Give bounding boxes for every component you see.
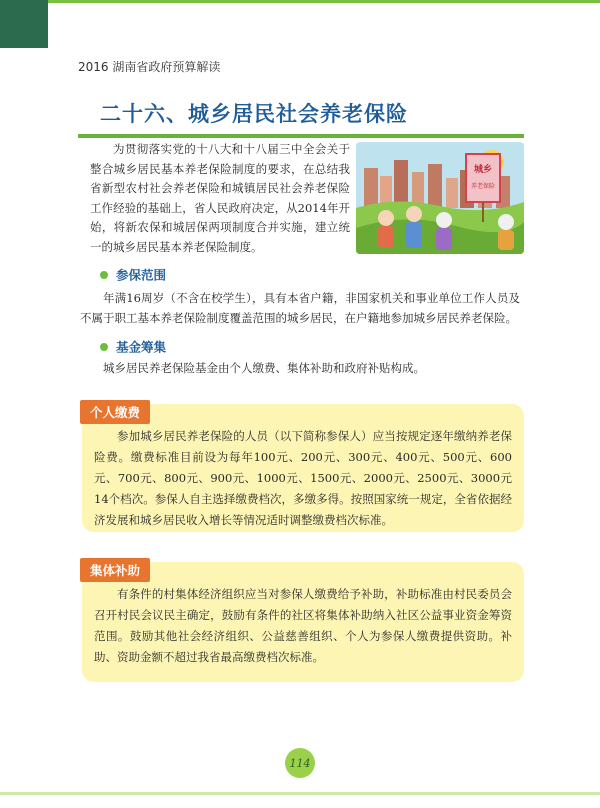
info-box-individual-payment (82, 404, 524, 532)
sign-main-text: 城乡 (473, 165, 493, 175)
pension-illustration (356, 142, 524, 254)
page-number: 114 (285, 748, 315, 778)
page-title: 二十六、城乡居民社会养老保险 (100, 102, 408, 126)
info-box-collective-subsidy (82, 562, 524, 682)
box-tag: 集体补助 (80, 558, 150, 582)
bullet-dot (100, 271, 108, 279)
section-heading-coverage (100, 264, 166, 284)
coverage-paragraph: 年满16周岁（不含在校学生），具有本省户籍，非国家机关和事业单位工作人员及不属于职工基本养老保险制度覆盖范围的城乡居民，在户籍地参加城乡居民养老保险。 (80, 291, 520, 325)
section-label: 基金筹集 (116, 339, 167, 355)
illustration-graphic (356, 142, 524, 254)
section-label: 参保范围 (116, 267, 167, 283)
sign-sub-text: 养老保险 (470, 183, 496, 190)
section-heading-funding (100, 336, 166, 356)
intro-paragraph: 为贯彻落实党的十八大和十八届三中全会关于整合城乡居民基本养老保险制度的要求，在总结我省新型农村社会养老保险和城镇居民社会养老保险工作经验的基础上，省人民政府决定，从2014年开始，将新农保和城居保两项制度合并实施，建立统一的城乡居民基本养老保险制度。 (90, 142, 350, 254)
corner-decoration (0, 0, 48, 48)
title-underline (78, 134, 524, 138)
box-text: 参加城乡居民养老保险的人员（以下简称参保人）应当按规定逐年缴纳养老保险费。缴费标准目前设为每年100元、200元、300元、400元、500元、600元、700元、800元、900元、1000元、1500元、2000元、2500元、3000元14个档次。参保人自主选择缴费档次，多缴多得。按照国家统一规定，全省依据经济发展和城乡居民收入增长等情况适时调整缴费档次标准。 (94, 429, 512, 527)
box-tag: 个人缴费 (80, 400, 150, 424)
top-rule (48, 0, 600, 3)
bullet-dot (100, 343, 108, 351)
box-text: 有条件的村集体经济组织应当对参保人缴费给予补助，补助标准由村民委员会召开村民会议民主确定，鼓励有条件的社区将集体补助纳入社区公益事业资金筹资范围。鼓励其他社会经济组织、公益慈善组织、个人为参保人缴费提供资助。补助、资助金额不超过我省最高缴费档次标准。 (94, 587, 512, 664)
bottom-rule (0, 792, 600, 795)
funding-paragraph: 城乡居民养老保险基金由个人缴费、集体补助和政府补贴构成。 (103, 361, 425, 375)
running-header: 2016 湖南省政府预算解读 (78, 60, 221, 74)
